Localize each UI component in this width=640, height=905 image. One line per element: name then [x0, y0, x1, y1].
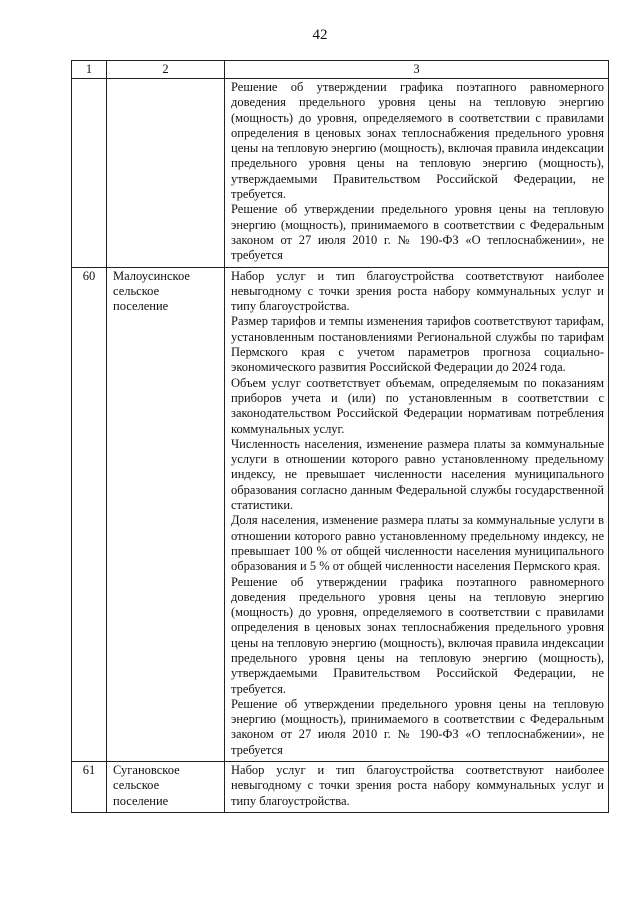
header-col-1: 1: [72, 61, 107, 79]
settlement-name-line: Сугановское: [113, 763, 180, 778]
paragraph: Набор услуг и тип благоустройства соответствуют наиболее невыгодному с точки зрения роста набору коммунальных услуг и типу благоустройства.: [231, 268, 604, 314]
table-header-row: [72, 61, 609, 79]
paragraph: Численность населения, изменение размера платы за коммунальные услуги в отношении которого равно установленному предельному индексу, не превышает численности населения муниципального образования согласно данным Федеральной службы государственной статистики.: [231, 436, 604, 513]
table-row: [72, 267, 609, 762]
settlement-name: [107, 267, 225, 762]
settlement-name-line: сельское: [113, 778, 160, 793]
row-description: [225, 79, 609, 268]
header-col-3: 3: [225, 61, 609, 79]
row-number: 60: [72, 267, 107, 762]
settlement-name-line: поселение: [113, 299, 169, 314]
paragraph: Набор услуг и тип благоустройства соответствуют наиболее невыгодному с точки зрения роста набору коммунальных услуг и типу благоустройства.: [231, 763, 604, 808]
paragraph: Доля населения, изменение размера платы за коммунальные услуги в отношении которого равно установленному предельному индексу, не превышает 100 % от общей численности населения муниципального образования и 5 % от общей численности населения Пермского края.: [231, 513, 604, 574]
settlement-name-line: сельское: [113, 283, 160, 298]
table-row: [72, 79, 609, 268]
settlement-name-line: Малоусинское: [113, 268, 190, 283]
tariff-table: [71, 60, 609, 813]
settlement-name-line: поселение: [113, 793, 169, 808]
settlement-name: [107, 79, 225, 268]
row-description: [225, 762, 609, 813]
row-description: [225, 267, 609, 762]
table-row: [72, 762, 609, 813]
paragraph: Решение об утверждении предельного уровня цены на тепловую энергию (мощность), принимаемого в соответствии с Федеральным законом от 27 июля 2010 г. № 190-ФЗ «О теплоснабжении», не требуется: [231, 696, 604, 757]
page-number: 42: [312, 27, 328, 43]
paragraph: Решение об утверждении графика поэтапного равномерного доведения предельного уровня цены на тепловую энергию (мощность) до уровня, определяемого в соответствии с правилами определения в ценовых зонах теплоснабжения предельного уровня цены на тепловую энергию (мощность), включая правила индексации предельного уровня цены на тепловую энергию (мощность), утверждаемыми Правительством Российской Федерации, не требуется.: [231, 80, 604, 202]
settlement-name: [107, 762, 225, 813]
paragraph: Решение об утверждении графика поэтапного равномерного доведения предельного уровня цены на тепловую энергию (мощность) до уровня, определяемого в соответствии с правилами определения в ценовых зонах теплоснабжения предельного уровня цены на тепловую энергию (мощность), включая правила индексации предельного уровня цены на тепловую энергию (мощность), утверждаемыми Правительством Российской Федерации, не требуется.: [231, 574, 604, 696]
row-number: [72, 79, 107, 268]
paragraph: Объем услуг соответствует объемам, определяемым по показаниям приборов учета и (или) по установленным в соответствии с законодательством Российской Федерации нормативам потребления коммунальных услуг.: [231, 375, 604, 436]
header-col-2: 2: [107, 61, 225, 79]
row-number: 61: [72, 762, 107, 813]
paragraph: Решение об утверждении предельного уровня цены на тепловую энергию (мощность), принимаемого в соответствии с Федеральным законом от 27 июля 2010 г. № 190-ФЗ «О теплоснабжении», не требуется: [231, 202, 604, 263]
paragraph: Размер тарифов и темпы изменения тарифов соответствуют тарифам, установленным постановлениями Региональной службы по тарифам Пермского края с учетом параметров прогноза социально-экономического развития Российской Федерации до 2024 года.: [231, 314, 604, 375]
